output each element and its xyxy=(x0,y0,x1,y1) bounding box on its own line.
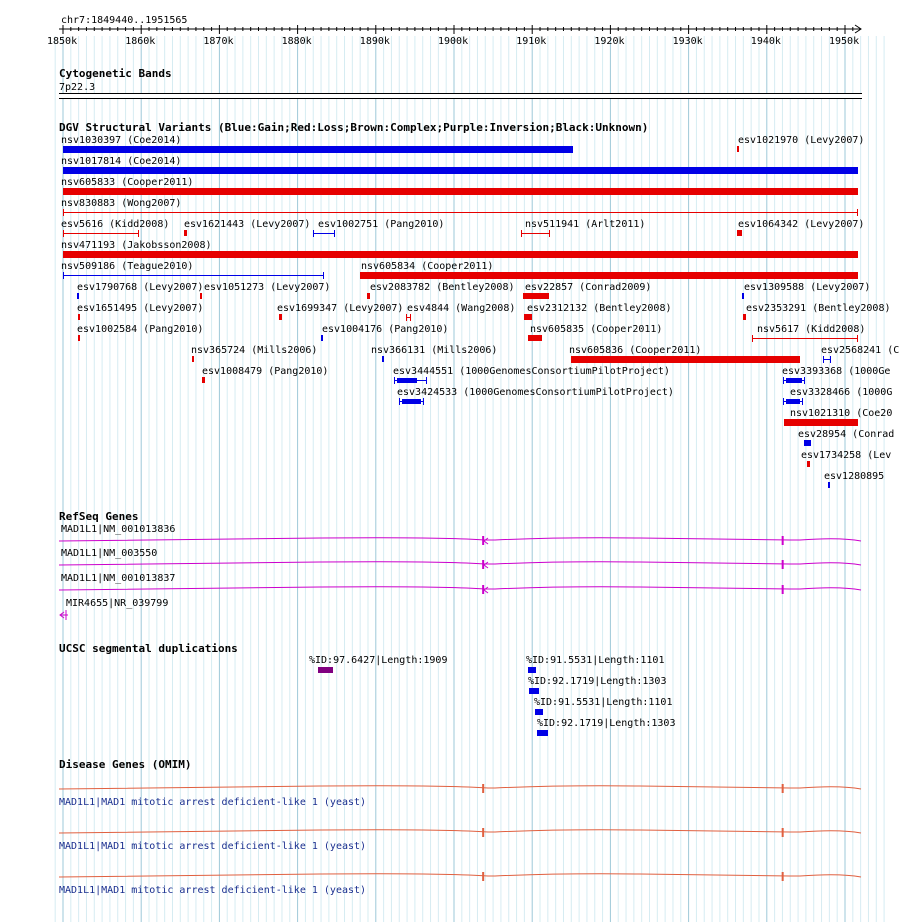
strand-arrow-icon xyxy=(484,538,488,544)
dgv-feature-endcap xyxy=(399,398,400,405)
dgv-feature-bar[interactable] xyxy=(784,419,858,426)
segdup-label: %ID:91.5531|Length:1101 xyxy=(534,697,673,708)
dgv-feature-endcap xyxy=(802,398,803,405)
dgv-feature-bar[interactable] xyxy=(737,146,739,152)
segdup-bar[interactable] xyxy=(535,709,544,715)
dgv-feature-label: esv3424533 (1000GenomesConsortiumPilotProject) xyxy=(397,387,674,398)
refseq-gene-model[interactable] xyxy=(0,534,890,548)
refseq-gene-label: MAD1L1|NM_001013837 xyxy=(61,573,176,584)
dgv-feature-bar[interactable] xyxy=(523,293,550,299)
dgv-feature-bar[interactable] xyxy=(313,233,335,234)
dgv-feature-bar[interactable] xyxy=(737,230,742,236)
dgv-feature-endcap xyxy=(521,230,522,237)
strand-arrow-icon xyxy=(484,562,488,568)
dgv-feature-bar[interactable] xyxy=(184,230,187,236)
dgv-feature-label: esv1021970 (Levy2007) xyxy=(738,135,865,146)
dgv-feature-label: esv1734258 (Lev xyxy=(801,450,892,461)
dgv-feature-label: nsv366131 (Mills2006) xyxy=(371,345,498,356)
dgv-feature-bar[interactable] xyxy=(78,335,80,341)
dgv-feature-bar[interactable] xyxy=(524,314,532,320)
ruler-tick-label: 1920k xyxy=(594,36,625,47)
omim-exon xyxy=(482,784,484,793)
refseq-track-title: RefSeq Genes xyxy=(59,510,139,523)
refseq-gene-label: MAD1L1|NM_001013836 xyxy=(61,524,176,535)
ruler-tick-label: 1900k xyxy=(438,36,469,47)
dgv-feature-label: nsv511941 (Arlt2011) xyxy=(525,219,646,230)
dgv-feature-block xyxy=(786,378,802,383)
omim-gene-line xyxy=(59,874,861,877)
ruler-tick-label: 1940k xyxy=(750,36,781,47)
dgv-feature-bar[interactable] xyxy=(63,146,573,153)
dgv-feature-label: esv1621443 (Levy2007) xyxy=(184,219,311,230)
ruler-tick-label: 1950k xyxy=(829,36,860,47)
omim-exon xyxy=(782,872,784,881)
dgv-feature-bar[interactable] xyxy=(321,335,323,341)
dgv-feature-endcap xyxy=(752,335,753,342)
segdup-label: %ID:92.1719|Length:1303 xyxy=(537,718,676,729)
dgv-feature-bar[interactable] xyxy=(77,293,79,299)
omim-gene-label[interactable]: MAD1L1|MAD1 mitotic arrest deficient-like 1 (yeast) xyxy=(59,797,367,808)
dgv-feature-label: esv1051273 (Levy2007) xyxy=(204,282,331,293)
dgv-feature-bar[interactable] xyxy=(742,293,744,299)
dgv-feature-bar[interactable] xyxy=(200,293,202,299)
dgv-feature-label: esv5616 (Kidd2008) xyxy=(61,219,170,230)
dgv-feature-endcap xyxy=(857,209,858,216)
dgv-feature-endcap xyxy=(63,230,64,237)
dgv-feature-label: esv1002751 (Pang2010) xyxy=(318,219,445,230)
dgv-feature-endcap xyxy=(138,230,139,237)
ruler-tick-label: 1860k xyxy=(125,36,156,47)
dgv-feature-bar[interactable] xyxy=(202,377,204,383)
dgv-feature-bar[interactable] xyxy=(279,314,282,320)
refseq-gene-model[interactable] xyxy=(0,583,890,597)
omim-track-title: Disease Genes (OMIM) xyxy=(59,758,192,771)
dgv-feature-label: nsv509186 (Teague2010) xyxy=(61,261,194,272)
dgv-feature-label: nsv605836 (Cooper2011) xyxy=(569,345,702,356)
segdup-bar[interactable] xyxy=(528,667,537,673)
dgv-feature-bar[interactable] xyxy=(63,251,858,258)
dgv-feature-label: esv2312132 (Bentley2008) xyxy=(527,303,672,314)
dgv-feature-label: esv1280895 xyxy=(824,471,885,482)
dgv-feature-label: nsv605835 (Cooper2011) xyxy=(530,324,663,335)
segdup-label: %ID:92.1719|Length:1303 xyxy=(528,676,667,687)
dgv-feature-bar[interactable] xyxy=(63,275,324,276)
dgv-feature-endcap xyxy=(323,272,324,279)
dgv-feature-bar[interactable] xyxy=(192,356,194,362)
dgv-feature-endcap xyxy=(783,377,784,384)
dgv-feature-bar[interactable] xyxy=(63,212,858,213)
omim-gene-label[interactable]: MAD1L1|MAD1 mitotic arrest deficient-like 1 (yeast) xyxy=(59,841,367,852)
dgv-feature-bar[interactable] xyxy=(528,335,543,341)
ruler-tick-label: 1850k xyxy=(47,36,78,47)
dgv-feature-endcap xyxy=(334,230,335,237)
omim-gene-model[interactable] xyxy=(0,783,890,795)
dgv-feature-bar[interactable] xyxy=(828,482,830,488)
omim-gene-line xyxy=(59,830,861,833)
refseq-exon xyxy=(782,536,784,545)
cytoband-bar[interactable] xyxy=(59,93,862,99)
omim-gene-label[interactable]: MAD1L1|MAD1 mitotic arrest deficient-like 1 (yeast) xyxy=(59,885,367,896)
dgv-feature-bar[interactable] xyxy=(367,293,370,299)
dgv-feature-label: nsv830883 (Wong2007) xyxy=(61,198,182,209)
refseq-gene-model[interactable] xyxy=(0,558,890,572)
dgv-feature-bar[interactable] xyxy=(752,338,858,339)
ruler xyxy=(0,24,890,36)
dgv-feature-label: esv28954 (Conrad xyxy=(798,429,895,440)
dgv-feature-bar[interactable] xyxy=(360,272,857,279)
dgv-feature-bar[interactable] xyxy=(382,356,384,362)
cytoband-band-label: 7p22.3 xyxy=(59,82,96,93)
omim-exon xyxy=(482,828,484,837)
refseq-intron-line xyxy=(59,562,861,565)
dgv-feature-label: esv1008479 (Pang2010) xyxy=(202,366,329,377)
dgv-feature-label: nsv5617 (Kidd2008) xyxy=(757,324,866,335)
omim-exon xyxy=(782,784,784,793)
dgv-feature-block xyxy=(397,378,417,383)
dgv-feature-label: esv1004176 (Pang2010) xyxy=(322,324,449,335)
dgv-feature-label: nsv1017814 (Coe2014) xyxy=(61,156,182,167)
omim-gene-model[interactable] xyxy=(0,871,890,883)
dgv-feature-endcap xyxy=(423,398,424,405)
dgv-feature-label: nsv605834 (Cooper2011) xyxy=(361,261,494,272)
dgv-feature-label: esv3393368 (1000Ge xyxy=(782,366,891,377)
segdup-bar[interactable] xyxy=(529,688,539,694)
dgv-feature-label: esv2083782 (Bentley2008) xyxy=(370,282,515,293)
dgv-feature-bar[interactable] xyxy=(63,233,139,234)
segdup-track-title: UCSC segmental duplications xyxy=(59,642,238,655)
dgv-feature-endcap xyxy=(549,230,550,237)
dgv-feature-label: esv1002584 (Pang2010) xyxy=(77,324,204,335)
cytoband-track-title: Cytogenetic Bands xyxy=(59,67,172,80)
refseq-gene-label: MAD1L1|NM_003550 xyxy=(61,548,158,559)
dgv-feature-bar[interactable] xyxy=(743,314,746,320)
dgv-feature-endcap xyxy=(857,335,858,342)
omim-gene-model[interactable] xyxy=(0,827,890,839)
dgv-feature-bar[interactable] xyxy=(63,188,858,195)
dgv-track-title: DGV Structural Variants (Blue:Gain;Red:Loss;Brown:Complex;Purple:Inversion;Black:Unknown) xyxy=(59,121,649,134)
ruler-tick-label: 1870k xyxy=(203,36,234,47)
strand-arrow-icon xyxy=(484,587,488,593)
dgv-feature-label: esv1790768 (Levy2007) xyxy=(77,282,204,293)
dgv-feature-endcap xyxy=(804,377,805,384)
dgv-feature-label: esv1064342 (Levy2007) xyxy=(738,219,865,230)
refseq-gene-model[interactable] xyxy=(0,608,890,622)
dgv-feature-bar[interactable] xyxy=(571,356,800,363)
omim-exon xyxy=(482,872,484,881)
dgv-feature-label: esv3328466 (1000G xyxy=(790,387,893,398)
dgv-feature-endcap xyxy=(823,356,824,363)
dgv-feature-label: nsv1021310 (Coe20 xyxy=(790,408,893,419)
dgv-feature-block xyxy=(786,399,800,404)
dgv-feature-label: nsv1030397 (Coe2014) xyxy=(61,135,182,146)
dgv-feature-bar[interactable] xyxy=(804,440,811,446)
dgv-feature-bar[interactable] xyxy=(521,233,550,234)
ruler-tick-label: 1880k xyxy=(281,36,312,47)
dgv-feature-endcap xyxy=(830,356,831,363)
dgv-feature-label: esv22857 (Conrad2009) xyxy=(525,282,652,293)
dgv-feature-label: esv1309588 (Levy2007) xyxy=(744,282,871,293)
dgv-feature-label: esv1651495 (Levy2007) xyxy=(77,303,204,314)
dgv-feature-block xyxy=(402,399,421,404)
dgv-feature-label: esv3444551 (1000GenomesConsortiumPilotProject) xyxy=(393,366,670,377)
dgv-feature-label: esv1699347 (Levy2007) xyxy=(277,303,404,314)
omim-exon xyxy=(782,828,784,837)
refseq-intron-line xyxy=(59,538,861,541)
ruler-tick-label: 1890k xyxy=(359,36,390,47)
segdup-label: %ID:97.6427|Length:1909 xyxy=(309,655,448,666)
strand-arrow-icon xyxy=(60,610,68,620)
dgv-feature-endcap xyxy=(394,377,395,384)
dgv-feature-label: nsv365724 (Mills2006) xyxy=(191,345,318,356)
refseq-exon xyxy=(782,560,784,569)
dgv-feature-label: nsv471193 (Jakobsson2008) xyxy=(61,240,212,251)
ruler-tick-label: 1910k xyxy=(516,36,547,47)
dgv-feature-endcap xyxy=(783,398,784,405)
dgv-feature-endcap xyxy=(313,230,314,237)
region-label: chr7:1849440..1951565 xyxy=(61,15,188,26)
refseq-intron-line xyxy=(59,587,861,590)
dgv-feature-endcap xyxy=(410,314,411,321)
refseq-exon xyxy=(782,585,784,594)
dgv-feature-endcap xyxy=(406,314,407,321)
segdup-bar[interactable] xyxy=(318,667,333,673)
dgv-feature-bar[interactable] xyxy=(63,167,858,174)
dgv-feature-label: esv2568241 (C xyxy=(821,345,899,356)
refseq-gene-label: MIR4655|NR_039799 xyxy=(66,598,169,609)
dgv-feature-endcap xyxy=(63,272,64,279)
dgv-feature-label: esv4844 (Wang2008) xyxy=(407,303,516,314)
segdup-label: %ID:91.5531|Length:1101 xyxy=(526,655,665,666)
dgv-feature-bar[interactable] xyxy=(807,461,809,467)
ruler-tick-label: 1930k xyxy=(672,36,703,47)
omim-gene-line xyxy=(59,786,861,789)
dgv-feature-endcap xyxy=(426,377,427,384)
dgv-feature-label: esv2353291 (Bentley2008) xyxy=(746,303,891,314)
dgv-feature-label: nsv605833 (Cooper2011) xyxy=(61,177,194,188)
dgv-feature-bar[interactable] xyxy=(78,314,80,320)
segdup-bar[interactable] xyxy=(537,730,548,736)
dgv-feature-endcap xyxy=(63,209,64,216)
